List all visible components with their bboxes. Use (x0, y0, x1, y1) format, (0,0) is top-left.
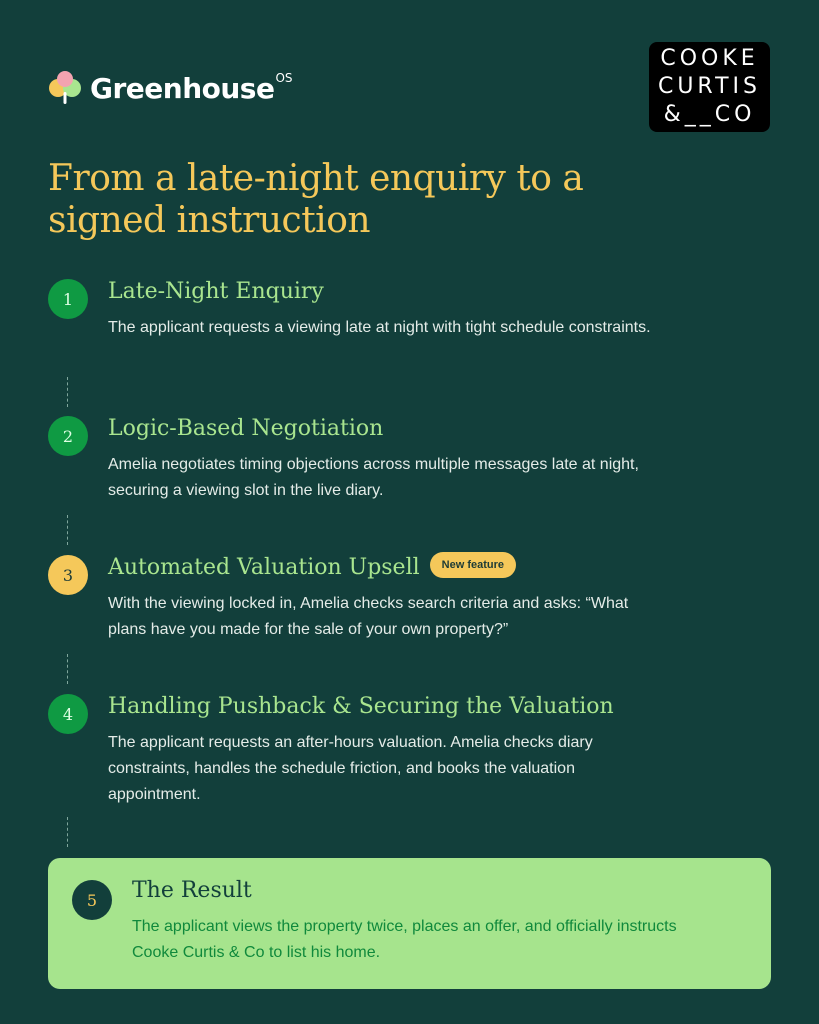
step-description: The applicant requests an after-hours valuation. Amelia checks diary constraints, handles the schedule friction, and books the valuation appointment. (108, 734, 593, 803)
step-description: The applicant requests a viewing late at night with tight schedule constraints. (108, 319, 651, 336)
page-title: From a late-night enquiry to a signed instruction (48, 158, 584, 241)
result-title: The Result (132, 878, 252, 903)
brand-header (48, 70, 293, 106)
step-number: 1 (48, 279, 88, 319)
step-title: Logic-Based Negotiation (108, 416, 384, 441)
step-title: Handling Pushback & Securing the Valuation (108, 694, 614, 719)
step-number: 3 (48, 555, 88, 595)
step-title: Late-Night Enquiry (108, 279, 324, 304)
brand-suffix: OS (275, 71, 293, 85)
result-description: The applicant views the property twice, places an offer, and officially instructs Cooke Curtis & Co to list his home. (132, 918, 677, 961)
result-number: 5 (72, 880, 112, 920)
step-description: With the viewing locked in, Amelia checks search criteria and asks: “What plans have you made for the sale of your own property?” (108, 595, 629, 638)
step-number: 2 (48, 416, 88, 456)
connector-line (67, 817, 68, 847)
step-title-text: Automated Valuation Upsell (108, 555, 420, 580)
step-number: 4 (48, 694, 88, 734)
greenhouse-flower-icon (48, 70, 82, 106)
connector-line (67, 654, 68, 684)
step-title (108, 555, 516, 581)
cooke-curtis-logo: COOKE CURTIS &__CO (649, 42, 770, 132)
connector-line (67, 377, 68, 407)
result-card (48, 858, 771, 989)
connector-line (67, 515, 68, 545)
brand-name: Greenhouse (90, 71, 275, 105)
step-description: Amelia negotiates timing objections across multiple messages late at night, securing a viewing slot in the live diary. (108, 456, 639, 499)
new-feature-badge: New feature (430, 552, 516, 578)
